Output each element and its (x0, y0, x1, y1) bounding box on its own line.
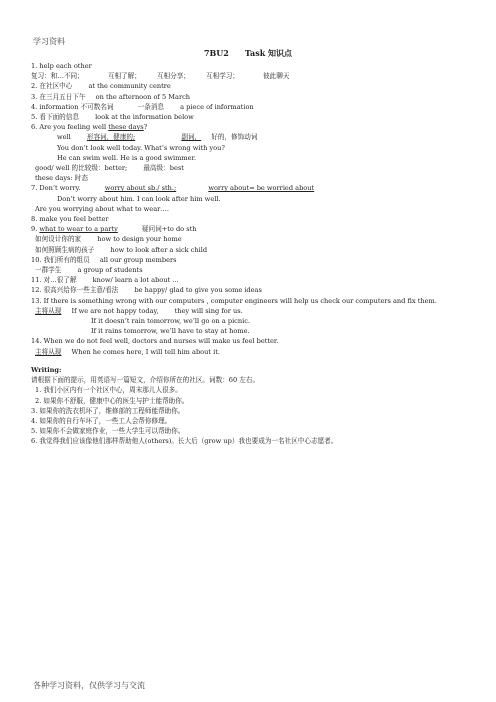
line: If it doesn’t rain tomorrow, we’ll go on a picnic. (91, 317, 251, 326)
text: good/ well 的比较级：better; (35, 164, 128, 173)
writing-heading: Writing: (31, 365, 62, 374)
writing-item: 3. 如果你的洗衣机坏了，维修部的工程师能帮助你。 (31, 406, 185, 415)
text: 互相分享； (156, 72, 190, 81)
text: If we are not happy today, (71, 306, 159, 315)
text: on the afternoon of 5 March (95, 92, 191, 101)
text: 4. information 不可数名词 (31, 102, 114, 111)
text: 如何设计你的家 (35, 235, 82, 244)
line: You don’t look well today. What’s wrong with you? (57, 143, 225, 152)
text: ? (143, 123, 148, 132)
text: how to design your home (97, 235, 182, 244)
line: Are you worrying about what to wear…. (35, 204, 169, 213)
line (31, 71, 471, 81)
line (31, 347, 471, 357)
text: 复习：和…不同； (31, 72, 84, 81)
underlined-text: 副词， (181, 133, 202, 142)
line: these days: 时态 (35, 174, 88, 183)
text: 9. (31, 225, 40, 234)
line (31, 255, 471, 265)
text: 3. 在三月五日下午 (31, 92, 86, 101)
underlined-text: 主将从现 (35, 347, 62, 356)
text: 11. 对…很了解 (31, 276, 77, 285)
writing-intro: 请根据下面的提示，用英语写一篇短文，介绍你所在的社区。词数：60 左右。 (31, 376, 260, 385)
line: Don’t worry about him. I can look after him well. (57, 194, 221, 203)
line (31, 234, 471, 244)
text: 2. 在社区中心 (31, 82, 73, 91)
page-title: 7BU2 Task 知识点 (203, 48, 293, 58)
line (31, 285, 471, 295)
text: 一群学生 (35, 266, 62, 275)
underlined-text: worry about sb./ sth.; (104, 184, 177, 193)
line (31, 132, 471, 142)
line (31, 112, 471, 122)
line (31, 224, 471, 234)
line: 14. When we do not feel well, doctors and nurses will make us feel better. (31, 337, 279, 346)
writing-item: 6. 我觉得我们应该像他们那样帮助他人(others)。长大后（grow up）我也要成为一名社区中心志愿者。 (31, 437, 338, 446)
writing-item: 4. 如果你的自行车坏了，一些工人会帮你修理。 (31, 416, 172, 425)
line (31, 275, 471, 285)
text: they will sing for us. (174, 306, 243, 315)
underlined-text: what to wear to a party (39, 225, 118, 234)
line (31, 245, 471, 255)
underlined-text: 形容词，健康的; (86, 133, 136, 142)
text: at the community centre (88, 82, 171, 91)
text: how to look after a sick child (110, 245, 208, 254)
underlined-text: 主将从现 (35, 306, 62, 315)
page-header: 学习资料 (33, 37, 65, 46)
text: a piece of information (180, 102, 254, 111)
line (31, 102, 471, 112)
text: be happy/ glad to give you some ideas (134, 286, 262, 295)
text: 如何照顾生病的孩子 (35, 245, 95, 254)
text: 一条消息 (137, 102, 165, 111)
text: well (57, 133, 71, 142)
writing-item: 1. 我们小区内有一个社区中心，周末那儿人很多。 (35, 386, 182, 395)
line: 8. make you feel better (31, 215, 109, 224)
line (31, 265, 471, 275)
line (31, 81, 471, 91)
text: look at the information below (95, 113, 194, 122)
text: 彼此聊天 (263, 72, 290, 81)
text: know/ learn a lot about … (92, 276, 179, 285)
text: a group of students (77, 266, 143, 275)
text: 7. Don’t worry. (31, 184, 81, 193)
text: 互相学习； (206, 72, 239, 81)
line: 13. If there is something wrong with our computers , computer engineers will help us check our computers and fix them. (31, 296, 437, 305)
text: 好的，修饰动词 (211, 133, 258, 142)
text: 互相了解； (107, 72, 141, 81)
line (31, 306, 471, 316)
line (31, 92, 471, 102)
writing-item: 5. 如果你不会做家庭作业，一些大学生可以帮助你。 (31, 427, 185, 436)
line (31, 122, 471, 132)
text: 5. 看下面的信息 (31, 113, 79, 122)
underlined-text: worry about= be worried about (208, 184, 315, 193)
line: If it rains tomorrow, we’ll have to stay at home. (91, 327, 250, 336)
line: 1. help each other (31, 62, 92, 70)
page-footer: 各种学习资料，仅供学习与交流 (33, 681, 145, 690)
text: 疑问词+to do sth (141, 225, 197, 234)
text: 12. 很高兴给你一些主意/看法 (31, 286, 119, 295)
line (31, 163, 471, 173)
text: 10. 我们所有的组员 (31, 255, 90, 264)
document-body (31, 61, 471, 447)
line (31, 183, 471, 193)
text: When he comes here, I will tell him about it. (71, 347, 220, 356)
line: He can swim well. He is a good swimmer. (57, 153, 197, 162)
text: 6. Are you feeling well (31, 123, 109, 132)
text: all our group members (99, 255, 177, 264)
underlined-text: these days (108, 123, 144, 132)
writing-item: 2. 如果你不舒服，健康中心的医生与护士能帮助你。 (35, 396, 189, 405)
text: 最高级：best (143, 164, 184, 173)
